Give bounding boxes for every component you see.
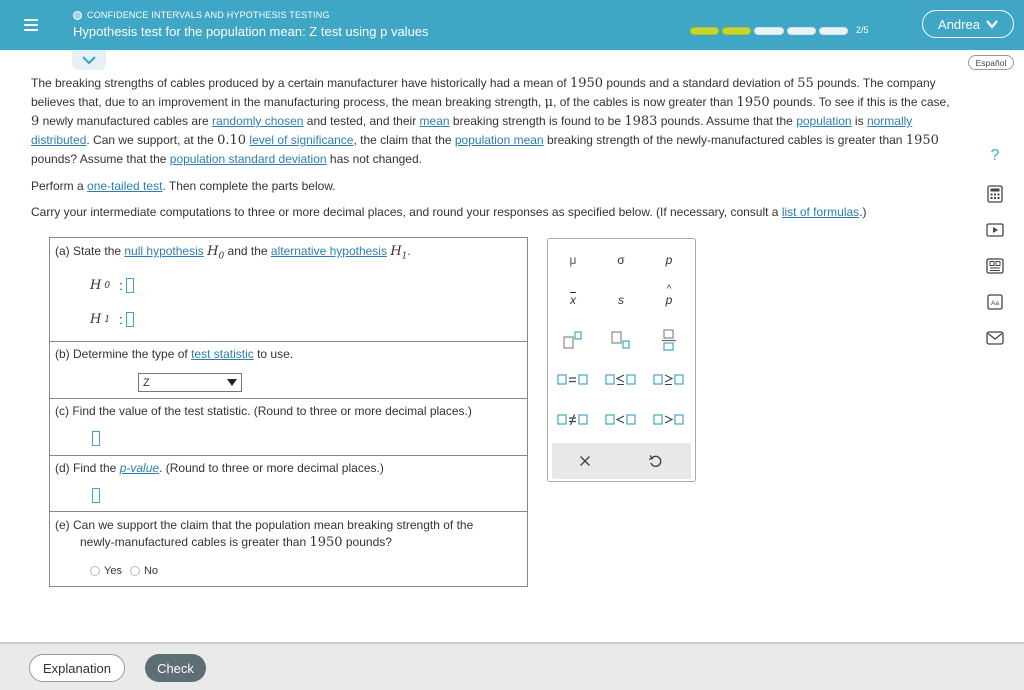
hamburger-icon	[24, 19, 38, 31]
significance-level: 0.10	[217, 133, 247, 148]
problem-text: pounds. Assume that the	[657, 114, 797, 128]
h0-input[interactable]	[126, 278, 134, 293]
h1-input[interactable]	[126, 312, 134, 327]
message-icon[interactable]	[984, 327, 1006, 349]
superscript-icon	[561, 330, 585, 350]
footer-bar	[0, 642, 1024, 690]
dropdown-arrow-icon	[227, 379, 237, 386]
chevron-down-icon	[82, 56, 96, 65]
language-button[interactable]: Español	[968, 55, 1014, 70]
claimed-mean: 1950	[905, 133, 939, 148]
chevron-down-icon	[986, 19, 998, 29]
h1-label-subscript: 1	[104, 314, 111, 325]
problem-text: The breaking strengths of cables produced by a certain manufacturer have historically had a mean of	[31, 76, 570, 90]
prompt-text: . (Round to three or more decimal places.)	[159, 461, 384, 475]
video-icon[interactable]	[984, 219, 1006, 241]
progress-bar	[690, 27, 848, 35]
prompt-text: .	[407, 244, 411, 258]
h1-subscript: 1	[401, 251, 408, 262]
check-button[interactable]: Check	[145, 654, 206, 682]
instruction-text: .)	[859, 205, 867, 219]
progress-segment	[722, 27, 751, 35]
key-not-equal[interactable]	[550, 405, 596, 435]
key-greater-equal[interactable]	[646, 365, 692, 395]
instruction-one-tailed	[31, 179, 336, 193]
prompt-text: newly-manufactured cables is greater than	[80, 535, 310, 549]
link-population-mean[interactable]: population mean	[454, 133, 544, 147]
progress-segment	[754, 27, 783, 35]
p-value-input[interactable]	[92, 488, 100, 503]
problem-text: pounds and a standard deviation of	[603, 76, 798, 90]
h0-label-subscript: 0	[104, 280, 111, 291]
key-sigma[interactable]: σ	[617, 253, 625, 267]
prompt-text: (e) Can we support the claim that the population mean breaking strength of the	[55, 518, 474, 532]
key-x-bar[interactable]	[550, 285, 596, 315]
calculator-icon[interactable]	[984, 183, 1006, 205]
link-level-of-significance[interactable]: level of significance	[249, 133, 354, 147]
key-fraction[interactable]	[646, 325, 692, 355]
problem-text: breaking strength of the newly-manufactured cables is greater than	[543, 133, 906, 147]
no-radio[interactable]	[130, 566, 140, 576]
h1-label: H	[90, 312, 102, 327]
problem-text: . Can we support, at the	[86, 133, 218, 147]
problem-statement	[31, 74, 951, 169]
yes-radio[interactable]	[90, 566, 100, 576]
lesson-title: Hypothesis test for the population mean: Z test using p values	[73, 24, 429, 39]
textbook-icon[interactable]	[984, 255, 1006, 277]
key-p[interactable]: p	[665, 253, 673, 267]
close-icon	[579, 455, 591, 467]
progress-segment	[690, 27, 719, 35]
link-test-statistic[interactable]: test statistic	[191, 347, 254, 361]
instruction-text: Carry your intermediate computations to three or more decimal places, and round your responses as specified below. (If necessary, consult a	[31, 205, 782, 219]
fraction-icon	[659, 328, 679, 352]
explanation-button[interactable]: Explanation	[29, 654, 125, 682]
sample-size: 9	[31, 114, 40, 129]
historic-mean: 1950	[569, 76, 604, 91]
h0-subscript: 0	[218, 251, 225, 262]
prompt-text: pounds?	[342, 535, 392, 549]
less-than-or-equal-icon	[604, 373, 638, 387]
key-greater-than[interactable]	[646, 405, 692, 435]
subscript-icon	[609, 330, 633, 350]
link-alternative-hypothesis[interactable]: alternative hypothesis	[270, 244, 387, 258]
menu-button[interactable]	[0, 0, 62, 50]
p-hat-label	[665, 284, 673, 307]
colon: :	[119, 312, 123, 327]
link-mean[interactable]: mean	[419, 114, 450, 128]
link-one-tailed-test[interactable]: one-tailed test	[87, 179, 163, 193]
user-menu-button[interactable]	[922, 10, 1014, 38]
hat-accent: ^	[666, 284, 672, 295]
key-less-than[interactable]	[598, 405, 644, 435]
link-normally-distributed[interactable]: normally distributed	[31, 114, 913, 147]
part-b	[50, 342, 527, 399]
problem-text: , of the cables is now greater than	[553, 95, 737, 109]
prompt-text: to use.	[253, 347, 294, 361]
prompt-text: and the	[224, 244, 271, 258]
top-bar	[0, 0, 1024, 50]
p-hat-letter: p	[665, 293, 673, 307]
key-p-hat[interactable]	[646, 285, 692, 315]
progress-segment	[787, 27, 816, 35]
link-null-hypothesis[interactable]: null hypothesis	[124, 244, 204, 258]
key-less-equal[interactable]	[598, 365, 644, 395]
problem-text: pounds? Assume that the	[31, 152, 170, 166]
part-c	[50, 399, 527, 456]
not-equal-icon	[556, 413, 590, 427]
help-icon[interactable]: ?	[990, 147, 1000, 164]
problem-text: , the claim that the	[353, 133, 455, 147]
yes-label: Yes	[104, 565, 122, 577]
sample-mean: 1983	[624, 114, 658, 129]
progress-label: 2/5	[856, 25, 869, 35]
less-than-icon	[604, 413, 638, 427]
h1-symbol: H	[390, 244, 402, 259]
greater-than-icon	[652, 413, 686, 427]
test-statistic-select[interactable]	[138, 373, 242, 392]
link-population[interactable]: population	[796, 114, 852, 128]
x-bar-label: $\overline{x}$	[570, 293, 576, 307]
prompt-line	[55, 534, 473, 551]
instruction-text: . Then complete the parts below.	[162, 179, 336, 193]
key-superscript[interactable]	[550, 325, 596, 355]
problem-text: breaking strength is found to be	[449, 114, 625, 128]
svg-text:Aa: Aa	[991, 300, 999, 307]
part-e-prompt	[55, 517, 473, 551]
problem-text: newly manufactured cables are	[39, 114, 213, 128]
prompt-text: (d) Find the	[55, 461, 120, 475]
link-p-value[interactable]: p-value	[119, 461, 160, 475]
part-a	[50, 238, 527, 342]
part-d-prompt	[55, 461, 384, 475]
dictionary-icon[interactable]	[984, 291, 1006, 313]
mu-symbol: μ	[544, 95, 554, 110]
link-list-of-formulas[interactable]: list of formulas	[781, 205, 860, 219]
colon: :	[119, 278, 123, 293]
yes-no-options	[90, 565, 158, 577]
greater-than-or-equal-icon	[652, 373, 686, 387]
claimed-mean: 1950	[309, 535, 343, 550]
h1-row	[90, 312, 134, 327]
standard-deviation: 55	[797, 76, 814, 91]
link-randomly-chosen[interactable]: randomly chosen	[212, 114, 304, 128]
answer-panel	[49, 237, 528, 587]
test-statistic-input[interactable]	[92, 431, 100, 446]
link-population-standard-deviation[interactable]: population standard deviation	[169, 152, 327, 166]
h0-symbol: H	[207, 244, 219, 259]
prompt-text: (b) Determine the type of	[55, 347, 192, 361]
part-d	[50, 456, 527, 512]
prompt-text: (a) State the	[55, 244, 125, 258]
clear-button[interactable]	[562, 446, 608, 476]
h0-label: H	[90, 278, 102, 293]
part-b-prompt	[55, 347, 293, 361]
claimed-mean: 1950	[736, 95, 770, 110]
topic-label	[73, 10, 330, 20]
user-name: Andrea	[938, 16, 980, 32]
problem-text: pounds. The company believes that, due to an improvement in the manufacturing process, the mean breaking strength,	[31, 76, 936, 109]
part-c-prompt: (c) Find the value of the test statistic. (Round to three or more decimal places.)	[55, 404, 472, 418]
undo-button[interactable]	[632, 446, 678, 476]
key-subscript[interactable]	[598, 325, 644, 355]
instruction-rounding	[31, 205, 867, 219]
no-label: No	[143, 565, 159, 577]
problem-text: pounds. To see if this is the case,	[769, 95, 950, 109]
instruction-text: Perform a	[31, 179, 88, 193]
symbol-keypad	[547, 238, 696, 482]
h0-row	[90, 278, 134, 293]
key-equals[interactable]	[550, 365, 596, 395]
topic-status-icon	[73, 11, 82, 20]
problem-text: has not changed.	[326, 152, 422, 166]
part-a-prompt	[55, 244, 411, 261]
equals-icon	[556, 373, 590, 387]
selected-value: Z	[143, 376, 150, 389]
key-s[interactable]: s	[618, 293, 624, 307]
problem-text: and tested, and their	[303, 114, 420, 128]
progress-segment	[819, 27, 848, 35]
collapse-header-button[interactable]	[72, 50, 106, 70]
problem-text: is	[851, 114, 867, 128]
topic-text: CONFIDENCE INTERVALS AND HYPOTHESIS TESTING	[87, 10, 330, 20]
undo-icon	[648, 454, 662, 468]
key-mu[interactable]: μ	[569, 253, 577, 267]
